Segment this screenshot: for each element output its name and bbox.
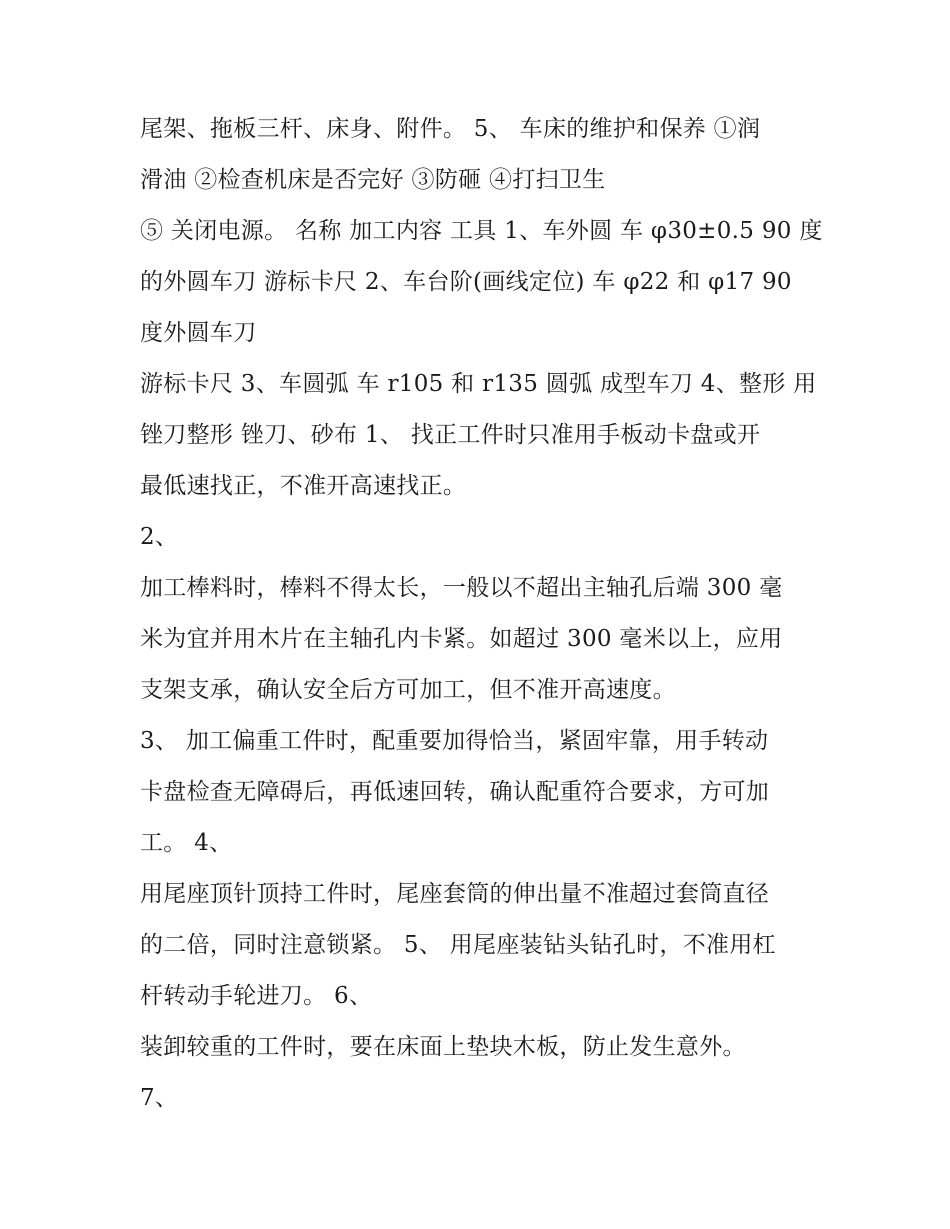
text-line: ⑤ 关闭电源。 名称 加工内容 工具 1、车外圆 车 φ30±0.5 90 度	[140, 218, 823, 244]
body-text	[140, 104, 823, 1124]
text-line: 3、 加工偏重工件时，配重要加得恰当，紧固牢靠，用手转动	[140, 728, 769, 754]
text-line: 最低速找正，不准开高速找正。	[140, 473, 467, 499]
text-line: 装卸较重的工件时，要在床面上垫块木板，防止发生意外。	[140, 1034, 746, 1060]
text-line: 杆转动手轮进刀。 6、	[140, 983, 373, 1009]
text-line: 的外圆车刀 游标卡尺 2、车台阶(画线定位) 车 φ22 和 φ17 90	[140, 269, 792, 295]
text-line: 滑油 ②检查机床是否完好 ③防砸 ④打扫卫生	[140, 167, 606, 193]
text-line: 锉刀整形 锉刀、砂布 1、 找正工件时只准用手板动卡盘或开	[140, 422, 761, 448]
text-line: 支架支承，确认安全后方可加工，但不准开高速度。	[140, 677, 676, 703]
text-line: 加工棒料时，棒料不得太长，一般以不超出主轴孔后端 300 毫	[140, 575, 783, 601]
text-line: 的二倍，同时注意锁紧。 5、 用尾座装钻头钻孔时，不准用杠	[140, 932, 776, 958]
text-line: 度外圆车刀	[140, 320, 257, 346]
text-line: 游标卡尺 3、车圆弧 车 r105 和 r135 圆弧 成型车刀 4、整形 用	[140, 371, 817, 397]
text-line: 工。 4、	[140, 830, 233, 856]
text-line: 用尾座顶针顶持工件时，尾座套筒的伸出量不准超过套筒直径	[140, 881, 770, 907]
text-line: 尾架、拖板三杆、床身、附件。 5、 车床的维护和保养 ①润	[140, 116, 761, 142]
text-line: 米为宜并用木片在主轴孔内卡紧。如超过 300 毫米以上，应用	[140, 626, 783, 652]
text-line: 卡盘检查无障碍后，再低速回转，确认配重符合要求，方可加	[140, 779, 770, 805]
text-line: 2、	[140, 524, 179, 550]
text-line: 7、	[140, 1085, 179, 1111]
